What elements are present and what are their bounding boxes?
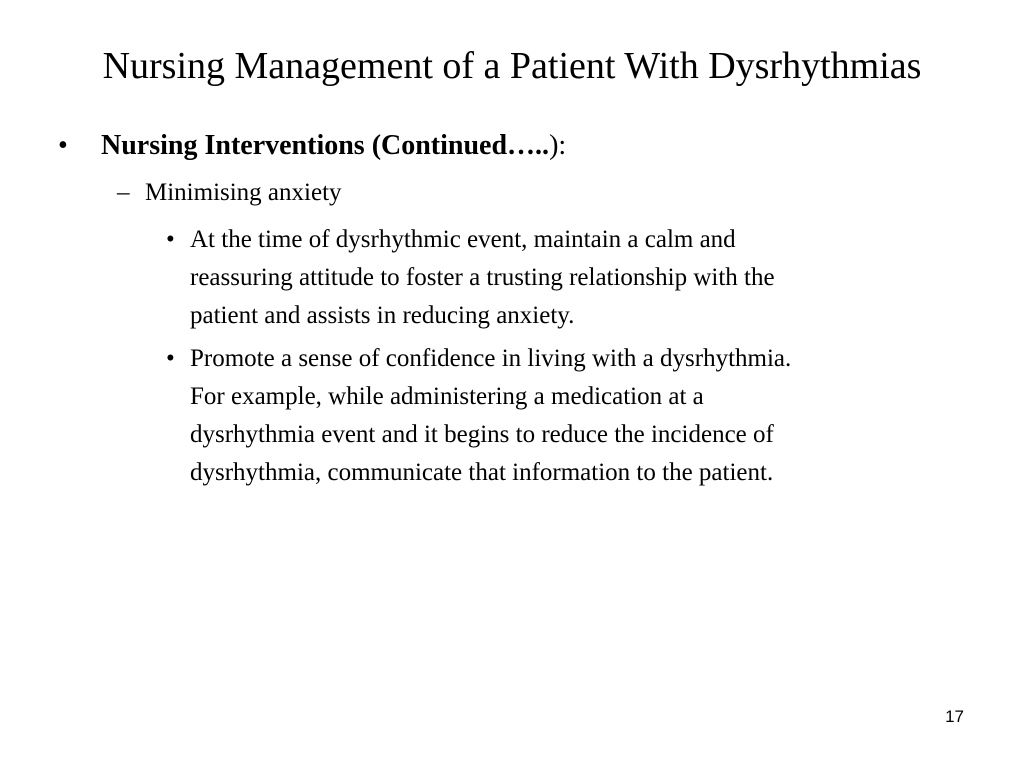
bullet-marker: • xyxy=(166,345,175,372)
bullet-level3-text xyxy=(190,221,970,335)
bullet-level1-bold-text: Nursing Interventions (Continued….. xyxy=(101,130,550,161)
dash-marker: – xyxy=(117,179,130,206)
bullet-level1-suffix: ): xyxy=(549,130,567,161)
page-number: 17 xyxy=(945,707,964,726)
bullet-level3-text xyxy=(190,340,970,492)
text-line: At the time of dysrhythmic event, maintain a calm and xyxy=(190,226,736,253)
text-line: patient and assists in reducing anxiety. xyxy=(190,302,575,329)
bullet-marker: • xyxy=(166,226,175,253)
bullet-level1-text xyxy=(101,127,566,165)
text-line: dysrhythmia, communicate that information to the patient. xyxy=(190,459,774,486)
bullet-marker: • xyxy=(58,130,68,161)
bullet-level2-text: Minimising anxiety xyxy=(145,179,342,206)
text-line: Promote a sense of confidence in living with a dysrhythmia. xyxy=(190,345,792,372)
slide-title: Nursing Management of a Patient With Dysrhythmias xyxy=(102,45,922,87)
text-line: For example, while administering a medication at a xyxy=(190,383,704,410)
text-line: reassuring attitude to foster a trusting relationship with the xyxy=(190,264,775,291)
text-line: dysrhythmia event and it begins to reduce the incidence of xyxy=(190,421,774,448)
